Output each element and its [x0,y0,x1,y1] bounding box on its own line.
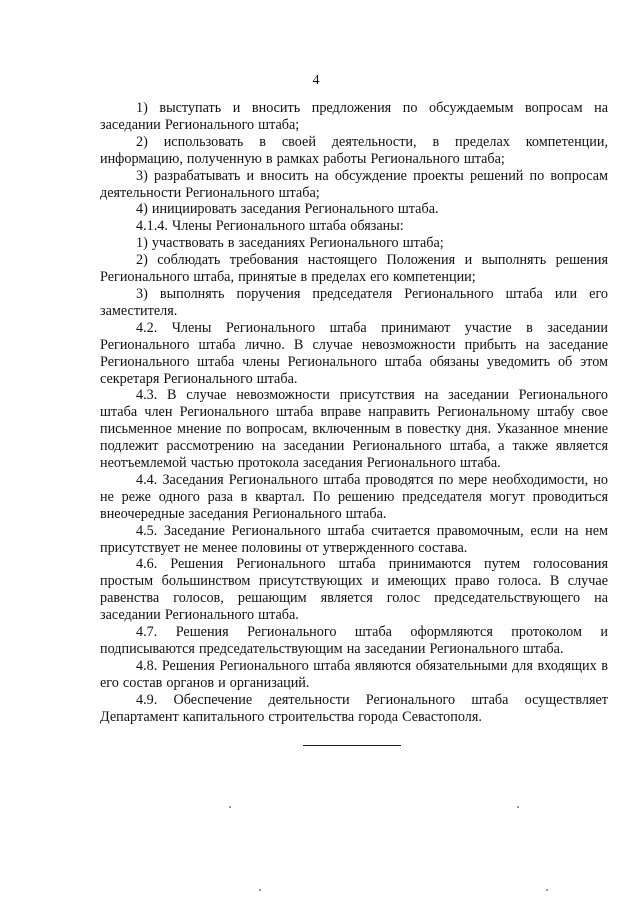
paragraph: 3) разрабатывать и вносить на обсуждение проекты решений по вопросам деятельности Регионального штаба; [100,167,608,201]
paragraph: 4.9. Обеспечение деятельности Регионального штаба осуществляет Департамент капитального строительства города Севастополя. [100,691,608,725]
paragraph: 4.4. Заседания Регионального штаба проводятся по мере необходимости, но не реже одного раза в квартал. По решению председателя могут проводиться внеочередные заседания Регионального штаба. [100,471,608,522]
scan-speck [259,889,261,891]
page-number: 4 [312,73,320,88]
paragraph: 4.1.4. Члены Регионального штаба обязаны: [136,218,404,235]
paragraph: 4.3. В случае невозможности присутствия на заседании Регионального штаба член Регионального штаба вправе направить Региональному штабу свое письменное мнение по вопросам, включенным в повестку дня. Указанное мнение подлежит рассмотрению на заседании Регионального штаба, а также является неотъемлемой частью протокола заседания Регионального штаба. [100,387,608,472]
paragraph: 4.2. Члены Регионального штаба принимают участие в заседании Регионального штаба лично. В случае невозможности прибыть на заседание Регионального штаба члены Регионального штаба обязаны уведомить об этом секретаря Регионального штаба. [100,319,608,387]
document-body [100,100,608,726]
paragraph: 2) использовать в своей деятельности, в пределах компетенции, информацию, полученную в рамках работы Регионального штаба; [100,133,608,167]
paragraph: 4.5. Заседание Регионального штаба считается правомочным, если на нем присутствует не менее половины от утвержденного состава. [100,522,608,556]
paragraph: 4) инициировать заседания Регионального штаба. [136,201,439,218]
paragraph: 1) участвовать в заседаниях Регионального штаба; [136,235,444,252]
paragraph: 1) выступать и вносить предложения по обсуждаемым вопросам на заседании Регионального штаба; [100,100,608,133]
paragraph: 4.7. Решения Регионального штаба оформляются протоколом и подписываются председательствующим на заседании Регионального штаба. [100,624,608,657]
paragraph: 4.8. Решения Регионального штаба являются обязательными для входящих в его состав органов и организаций. [100,657,608,691]
scan-speck [546,889,548,891]
paragraph: 4.6. Решения Регионального штаба принимаются путем голосования простым большинством присутствующих и имеющих право голоса. В случае равенства голосов, решающим является голос председательствующего на заседании Регионального штаба. [100,556,608,624]
paragraph: 3) выполнять поручения председателя Регионального штаба или его заместителя. [100,285,608,319]
scan-speck [229,806,231,808]
end-divider-line [303,745,401,746]
paragraph: 2) соблюдать требования настоящего Положения и выполнять решения Регионального штаба, принятые в пределах его компетенции; [100,252,608,286]
scan-speck [517,806,519,808]
